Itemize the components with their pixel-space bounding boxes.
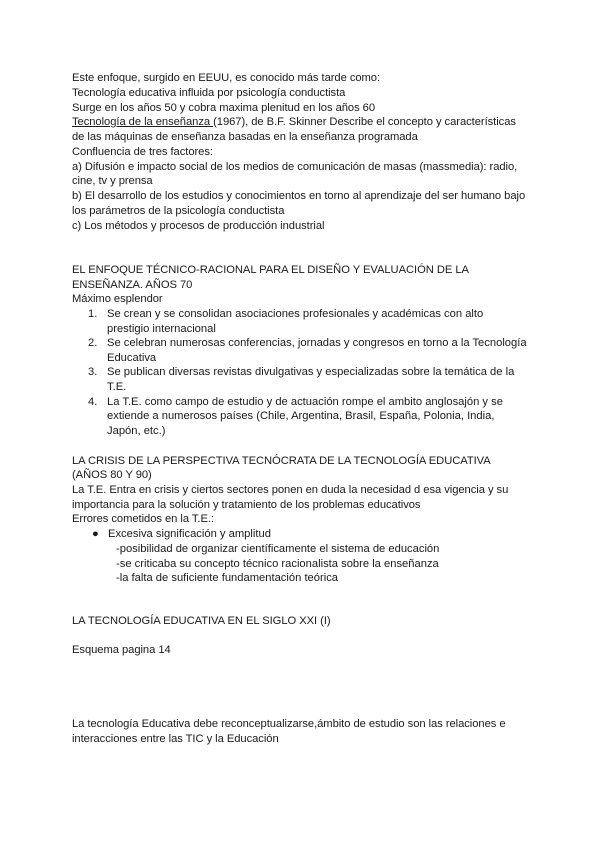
intro-line-3: Surge en los años 50 y cobra maxima plenitud en los años 60 bbox=[72, 102, 376, 114]
sub-item-1: -posibilidad de organizar científicamente el sistema de educación bbox=[116, 543, 440, 555]
bullet-icon: ● bbox=[92, 528, 99, 540]
intro-line-11: c) Los métodos y procesos de producción industrial bbox=[72, 220, 325, 232]
book-title-link: Tecnología de la enseñanza bbox=[72, 116, 214, 128]
list-item bbox=[72, 336, 527, 365]
intro-line-10: los parámetros de la psicología conductista bbox=[72, 205, 285, 217]
section3-heading-line-2: (AÑOS 80 Y 90) bbox=[72, 469, 152, 481]
list-item bbox=[72, 395, 527, 439]
sub-item-3: -la falta de suficiente fundamentación teórica bbox=[116, 572, 339, 584]
intro-line-5: de las máquinas de enseñanza basadas en la enseñanza programada bbox=[72, 131, 418, 143]
list-item-number: 1. bbox=[88, 308, 98, 320]
list-item-text: La T.E. como campo de estudio y de actuación rompe el ambito anglosajón y se extiende a numerosos países (Chile, Argentina, Brasil, España, Polonia, India, Japón, etc.) bbox=[107, 395, 503, 437]
section3-body-line-2: importancia para la solución y tratamiento de los problemas educativos bbox=[72, 499, 421, 511]
section4-heading: LA TECNOLOGÍA EDUCATIVA EN EL SIGLO XXI (I) bbox=[72, 615, 331, 627]
list-item-text: Se celebran numerosas conferencias, jornadas y congresos en torno a la Tecnología Educativa bbox=[107, 337, 527, 364]
closing-line-2: interacciones entre las TIC y la Educación bbox=[72, 733, 279, 745]
errors-label: Errores cometidos en la T.E.: bbox=[72, 513, 214, 525]
intro-line-4 bbox=[72, 115, 516, 130]
list-item-number: 4. bbox=[88, 395, 98, 408]
list-item-number: 2. bbox=[88, 337, 98, 350]
sub-item-2: -se criticaba su concepto técnico racionalista sobre la enseñanza bbox=[116, 558, 439, 570]
list-item bbox=[72, 307, 527, 336]
list-item-text: Se crean y se consolidan asociaciones profesionales y académicas con alto prestigio internacional bbox=[107, 308, 484, 335]
section2-numbered-list bbox=[72, 307, 527, 438]
intro-line-1: Este enfoque, surgido en EEUU, es conocido más tarde como: bbox=[72, 72, 381, 84]
closing-line-1: La tecnología Educativa debe reconceptualizarse,ámbito de estudio son las relaciones e bbox=[72, 718, 506, 730]
bullet-text: Excesiva significación y amplitud bbox=[108, 528, 271, 540]
section2-subtitle: Máximo esplendor bbox=[72, 293, 163, 305]
intro-line-6: Confluencia de tres factores: bbox=[72, 146, 213, 158]
intro-line-2: Tecnología educativa influida por psicología conductista bbox=[72, 87, 346, 99]
section2-heading-line-2: ENSEÑANZA. AÑOS 70 bbox=[72, 279, 193, 291]
section2-heading-line-1: EL ENFOQUE TÉCNICO-RACIONAL PARA EL DISEÑO Y EVALUACIÓN DE LA bbox=[72, 264, 469, 276]
intro-line-4-rest: (1967), de B.F. Skinner Describe el concepto y características bbox=[213, 116, 516, 128]
section3-heading-line-1: LA CRISIS DE LA PERSPECTIVA TECNÓCRATA DE LA TECNOLOGÍA EDUCATIVA bbox=[72, 455, 491, 467]
intro-line-8: cine, tv y prensa bbox=[72, 175, 153, 187]
list-item-text: Se publican diversas revistas divulgativas y especializadas sobre la temática de la T.E. bbox=[107, 366, 515, 393]
intro-line-7: a) Difusión e impacto social de los medios de comunicación de masas (massmedia): radio, bbox=[72, 161, 518, 173]
section3-body-line-1: La T.E. Entra en crisis y ciertos sectores ponen en duda la necesidad d esa vigencia y su bbox=[72, 484, 509, 496]
list-item bbox=[72, 365, 527, 394]
esquema-note: Esquema pagina 14 bbox=[72, 644, 171, 656]
intro-line-9: b) El desarrollo de los estudios y conocimientos en torno al aprendizaje del ser humano bajo bbox=[72, 190, 526, 202]
list-item-number: 3. bbox=[88, 366, 98, 379]
